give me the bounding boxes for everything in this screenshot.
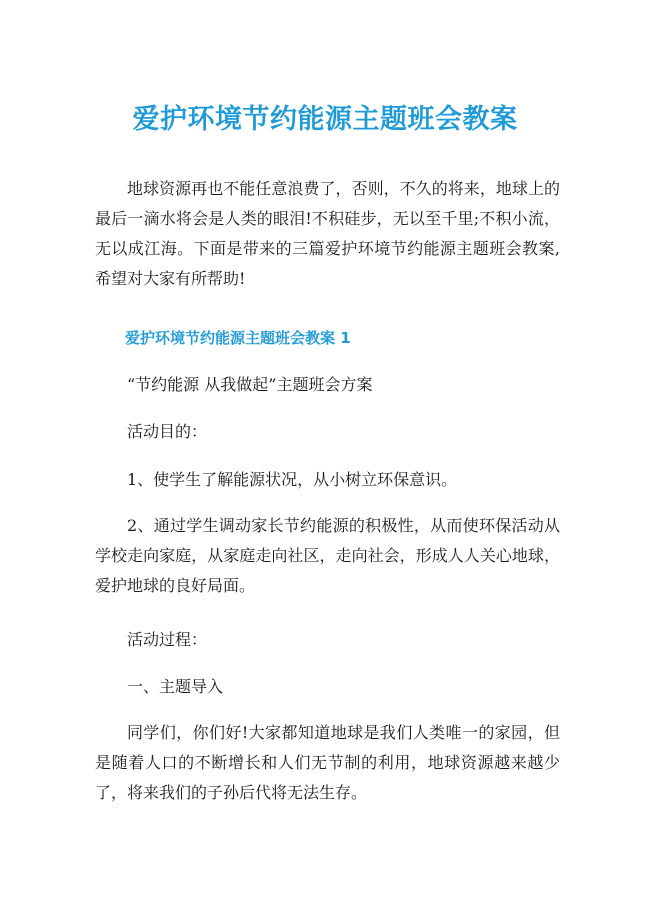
- process-label: 活动过程：: [127, 630, 208, 649]
- step-1-label: 一、主题导入: [127, 677, 224, 696]
- plan-title: “节约能源 从我做起”主题班会方案: [127, 375, 373, 394]
- step-1-paragraph: 同学们，你们好!大家都知道地球是我们人类唯一的家园，但是随着人口的不断增长和人们无节制的利用，地球资源越来越少了，将来我们的子孙后代将无法生存。: [95, 723, 560, 802]
- objective-label: 活动目的：: [127, 422, 208, 441]
- objective-item-1: 1、使学生了解能源状况，从小树立环保意识。: [127, 470, 458, 489]
- document-title: 爱护环境节约能源主题班会教案: [132, 104, 518, 136]
- section-heading: 爱护环境节约能源主题班会教案 1: [125, 329, 351, 347]
- objective-item-2: 2、通过学生调动家长节约能源的积极性，从而使环保活动从学校走向家庭，从家庭走向社区，走向社会，形成人人关心地球，爱护地球的良好局面。: [95, 516, 560, 595]
- intro-paragraph: 地球资源再也不能任意浪费了，否则，不久的将来，地球上的最后一滴水将会是人类的眼泪!不积硅步，无以至千里;不积小流，无以成江海。下面是带来的三篇爱护环境节约能源主题班会教案,希望对大家有所帮助!: [95, 179, 560, 288]
